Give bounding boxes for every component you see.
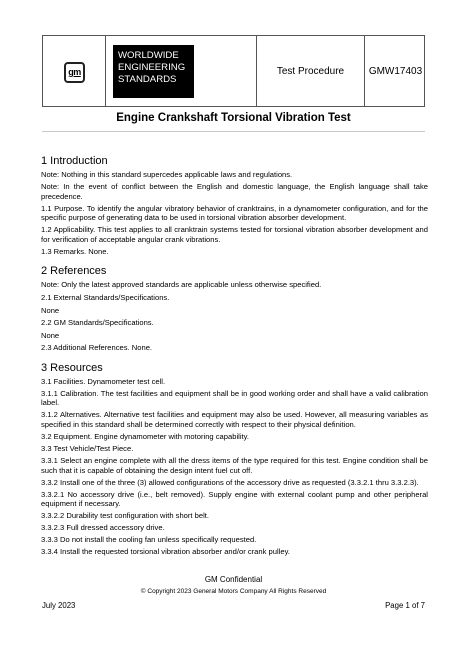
paragraph: 3.1 Facilities. Dynamometer test cell. [41,376,166,386]
section-heading: 1 Introduction [41,155,108,167]
paragraph: 3.1.2 Alternatives. Alternative test facilities and equipment may also be used. However, all measuring variables as specified in this standard shall be determined correctly with respect to their physical definition. [41,410,428,430]
logo-cell [43,36,106,106]
paragraph: 1.1 Purpose. To identify the angular vibratory behavior of cranktrains, in a dynamometer configuration, and for the specific purpose of generating data to be used in torsional vibration absorber development. [41,203,428,223]
paragraph: None [41,305,60,315]
page-number: Page 1 of 7 [385,601,425,610]
confidential-label: GM Confidential [204,575,263,584]
standards-line: WORLDWIDE [118,50,179,61]
paragraph: Note: Only the latest approved standards are applicable unless otherwise specified. [41,280,322,290]
paragraph: 3.1.1 Calibration. The test facilities and equipment shall be in good working order and shall have a valid calibration label. [41,388,428,408]
paragraph: 3.2 Equipment. Engine dynamometer with motoring capability. [41,432,249,442]
paragraph: 2.1 External Standards/Specifications. [41,292,170,302]
document-title: Engine Crankshaft Torsional Vibration Test [116,112,351,124]
standards-line: ENGINEERING [118,62,186,73]
paragraph: None [41,330,60,340]
copyright-notice: © Copyright 2023 General Motors Company All Rights Reserved [140,588,327,595]
paragraph: 3.3.2.1 No accessory drive (i.e., belt removed). Supply engine with external coolant pump and other peripheral equipment if necessary. [41,489,428,509]
paragraph: 1.2 Applicability. This test applies to all cranktrain systems tested for torsional vibration absorber development and for verification of acceptable angular crank vibrations. [41,225,428,244]
document-header [42,35,425,107]
paragraph: 2.3 Additional References. None. [41,343,153,353]
paragraph: 3.3.4 Install the requested torsional vibration absorber and/or crank pulley. [41,547,290,557]
paragraph: 3.3.3 Do not install the cooling fan unless specifically requested. [41,535,257,545]
section-heading: 3 Resources [41,361,103,374]
paragraph: 3.3.2 Install one of the three (3) allowed configurations of the accessory drive as requested (3.3.2.1 thru 3.3.2.3). [41,477,419,487]
paragraph: 3.3.2.3 Full dressed accessory drive. [41,523,165,533]
paragraph: 1.3 Remarks. None. [41,246,109,256]
publication-date: July 2023 [42,601,76,610]
section-heading: 2 References [41,265,107,278]
standards-cell [106,36,257,106]
paragraph: 2.2 GM Standards/Specifications. [41,318,154,328]
gm-logo-icon: gm [64,62,85,83]
doc-number-cell [365,36,426,106]
doc-type-cell [257,36,365,106]
paragraph: Note: In the event of conflict between the English and domestic language, the English language shall take precedence. [41,181,428,201]
paragraph: 3.3 Test Vehicle/Test Piece. [41,444,134,453]
paragraph: 3.3.2.2 Durability test configuration with short belt. [41,511,209,521]
standards-line: STANDARDS [118,74,177,85]
doc-type: Test Procedure [276,66,345,77]
paragraph: Note: Nothing in this standard supercedes applicable laws and regulations. [41,170,293,179]
title-divider [42,131,425,132]
document-body [41,155,428,559]
paragraph: 3.3.1 Select an engine complete with all the dress items of the type required for this test. Engine condition shall be such that it is capable of obtaining the design intent fuel cut off. [41,455,428,475]
worldwide-engineering-standards-badge [113,45,194,98]
doc-number: GMW17403 [368,66,423,77]
